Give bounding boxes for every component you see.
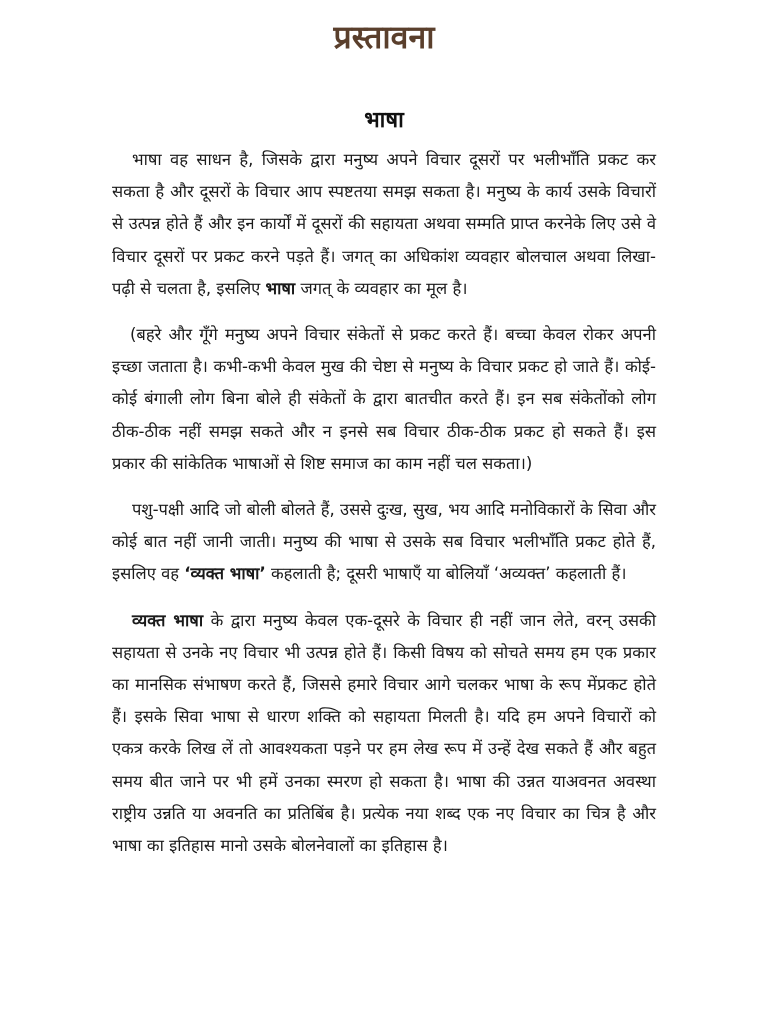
paragraph-3-bold-term: ‘व्यक्त भाषा’	[184, 564, 266, 584]
paragraph-1	[112, 144, 656, 305]
paragraph-2-text: (बहरे और गूँगे मनुष्य अपने विचार संकेतों से प्रकट करते हैं। बच्चा केवल रोकर अपनी इच्छा जताता है। कभी-कभी केवल मुख की चेष्टा से मनुष्य के विचार प्रकट हो जाते हैं। कोई-कोई बंगाली लोग बिना बोले ही संकेतों के द्वारा बातचीत करते हैं। इन सब संकेतोंको लोग ठीक-ठीक नहीं समझ सकते और न इनसे सब विचार ठीक-ठीक प्रकट हो सकते हैं। इस प्रकार की सांकेतिक भाषाओं से शिष्ट समाज का काम नहीं चल सकता।)	[112, 325, 656, 473]
paragraph-1-bold-term: भाषा	[265, 278, 296, 298]
paragraph-3-text-end: कहलाती है; दूसरी भाषाएँ या बोलियाँ ‘अव्यक्त’ कहलाती हैं।	[265, 564, 627, 584]
paragraph-4-bold-term: व्यक्त भाषा	[132, 610, 204, 630]
paragraph-1-text-end: जगत् के व्यवहार का मूल है।	[295, 278, 468, 298]
paragraph-4	[112, 605, 656, 863]
section-heading: भाषा	[364, 108, 404, 133]
paragraph-2	[112, 319, 656, 480]
page-title: प्रस्तावना	[333, 18, 435, 56]
paragraph-3	[112, 494, 656, 591]
paragraph-4-text: के द्वारा मनुष्य केवल एक-दूसरे के विचार ही नहीं जान लेते, वरन् उसकी सहायता से उनके नए विचार भी उत्पन्न होते हैं। किसी विषय को सोचते समय हम एक प्रकार का मानसिक संभाषण करते हैं, जिससे हमारे विचार आगे चलकर भाषा के रूप मेंप्रकट होते हैं। इसके सिवा भाषा से धारण शक्ति को सहायता मिलती है। यदि हम अपने विचारों को एकत्र करके लिख लें तो आवश्यकता पड़ने पर हम लेख रूप में उन्हें देख सकते हैं और बहुत समय बीत जाने पर भी हमें उनका स्मरण हो सकता है। भाषा की उन्नत याअवनत अवस्था राष्ट्रीय उन्नति या अवनति का प्रतिबिंब है। प्रत्येक नया शब्द एक नए विचार का चित्र है और भाषा का इतिहास मानो उसके बोलनेवालों का इतिहास है।	[112, 610, 656, 856]
paragraph-1-text-start: भाषा वह साधन है, जिसके द्वारा मनुष्य अपने विचार दूसरों पर भलीभाँति प्रकट कर सकता है और दूसरों के विचार आप स्पष्टतया समझ सकता है। मनुष्य के कार्य उसके विचारों से उत्पन्न होते हैं और इन कार्यों में दूसरों की सहायता अथवा सम्मति प्राप्त करनेके लिए उसे वे विचार दूसरों पर प्रकट करने पड़ते हैं। जगत् का अधिकांश व्यवहार बोलचाल अथवा लिखा-पढ़ी से चलता है, इसलिए	[112, 150, 656, 298]
paragraph-3-text-start: पशु-पक्षी आदि जो बोली बोलते हैं, उससे दुःख, सुख, भय आदि मनोविकारों के सिवा और कोई बात नहीं जानी जाती। मनुष्य की भाषा से उसके सब विचार भलीभाँति प्रकट होते हैं, इसलिए वह	[112, 500, 656, 584]
